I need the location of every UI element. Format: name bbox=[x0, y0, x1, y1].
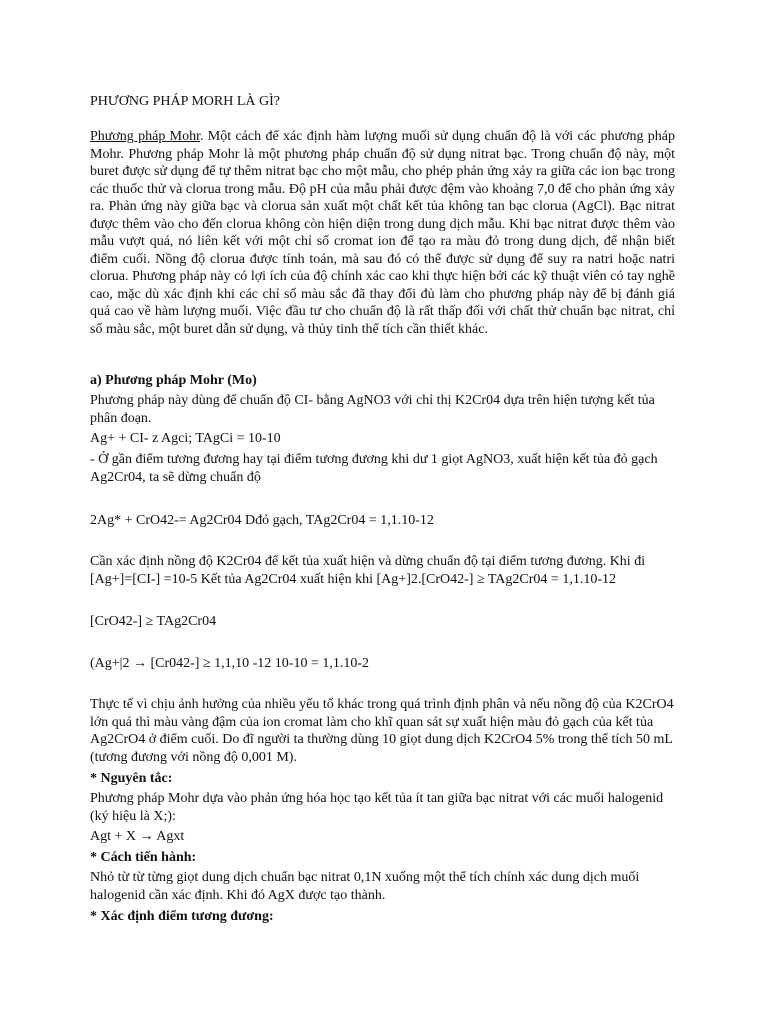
document-heading: PHƯƠNG PHÁP MORH LÀ GÌ? bbox=[90, 94, 281, 109]
equation-2: 2Ag* + CrO42-= Ag2Cr04 Dđỏ gạch, TAg2Cr04 = 1,1.10-12 bbox=[90, 513, 434, 528]
procedure-title: * Cách tiến hành: bbox=[90, 850, 197, 865]
intro-paragraph bbox=[90, 128, 675, 338]
section-a-text: Phương pháp này dùng để chuẩn độ CI- bằng AgNO3 với chỉ thị K2Cr04 dựa trên hiện tượng kết tủa phân đoạn. bbox=[90, 393, 655, 426]
equation-3: [CrO42-] ≥ TAg2Cr04 bbox=[90, 614, 217, 629]
procedure-text: Nhỏ từ từ từng giọt dung dịch chuẩn bạc nitrat 0,1N xuống một thể tích chính xác dung dịch muối halogenid cần xác định. Khi đó AgX được tạo thành. bbox=[90, 870, 640, 903]
intro-underlined-term: Phương pháp Mohr bbox=[90, 129, 200, 144]
principle-title: * Nguyên tắc: bbox=[90, 771, 173, 786]
practice-paragraph: Thực tế vì chịu ảnh hưởng của nhiều yếu tố khác trong quá trình định phân và nếu nồng độ của K2CrO4 lớn quá thì màu vàng đậm của ion cromat làm cho khĩ quan sát sự xuất hiện màu đỏ gạch của kết tủa Ag2CrO4 ở điểm cuối. Do đĩ người ta thường dùng 10 giọt dung dịch K2CrO4 5% trong thể tích 50 mL (tương đương với nồng độ 0,001 M). bbox=[90, 697, 674, 765]
equation-4: (Ag+|2 → [Cr042-] ≥ 1,1,10 -12 10-10 = 1,1.10-2 bbox=[90, 656, 370, 671]
intro-paragraph-text: . Một cách để xác định hàm lượng muối sử dụng chuẩn độ là với các phương pháp Mohr. Phương pháp Mohr là một phương pháp chuẩn độ sử dụng nitrat bạc. Trong chuẩn độ này, một buret được sử dụng để tự thêm nitrat bạc cho một mẫu, cho phép phản ứng xảy ra giữa các ion bạc trong các thuốc thử và clorua trong mẫu. Độ pH của mẫu phải được đệm vào khoảng 7,0 để cho phản ứng xảy ra. Phản ứng này giữa bạc và clorua sản xuất một chất kết tủa không tan bạc clorua (AgCl). Bạc nitrat được thêm vào cho đến clorua không còn hiện diện trong dung dịch mẫu. Khi bạc nitrat được thêm vào mẫu vượt quá, nó liên kết với một chỉ số cromat ion để tạo ra màu đỏ trong dung dịch, để nhận biết điểm cuối. Nồng độ clorua được tính toán, mà sau đó có thể được sử dụng để suy ra natri hoặc natri clorua. Phương pháp này có lợi ích của độ chính xác cao khi thực hiện bởi các kỹ thuật viên có tay nghề cao, mặc dù xác định khi các chỉ số màu sắc đã thay đổi đủ làm cho phương pháp này để bị đánh giá quá cao về hàm lượng muối. Việc đầu tư cho chuẩn độ là rất thấp đối với chất thử chuẩn bạc nitrat, chỉ số màu sắc, một buret dẫn sử dụng, và thủy tinh thể tích cần thiết khác. bbox=[90, 129, 675, 337]
section-a-title: a) Phương pháp Mohr (Mo) bbox=[90, 373, 257, 388]
equation-1: Ag+ + CI- z Agci; TAgCi = 10-10 bbox=[90, 431, 281, 446]
concentration-paragraph: Cần xác định nồng độ K2Cr04 để kết tủa xuất hiện và dừng chuẩn độ tại điểm tương đương. Khi đi [Ag+]=[CI-] =10-5 Kết tủa Ag2Cr04 xuất hiện khi [Ag+]2.[CrO42-] ≥ TAg2Cr04 = 1,1.10-12 bbox=[90, 554, 646, 587]
principle-text: Phương pháp Mohr dựa vào phản ứng hóa học tạo kết tủa ít tan giữa bạc nitrat với các muối halogenid (ký hiệu là X;): bbox=[90, 791, 664, 824]
equation-5: Agt + X → Agxt bbox=[90, 829, 185, 844]
equivalence-point-note: - Ở gần điểm tương đương hay tại điểm tương đương khi dư 1 giọt AgNO3, xuất hiện kết tủa đỏ gạch Ag2Cr04, ta sẽ dừng chuẩn độ bbox=[90, 452, 658, 485]
endpoint-title: * Xác định điểm tương đương: bbox=[90, 909, 274, 924]
